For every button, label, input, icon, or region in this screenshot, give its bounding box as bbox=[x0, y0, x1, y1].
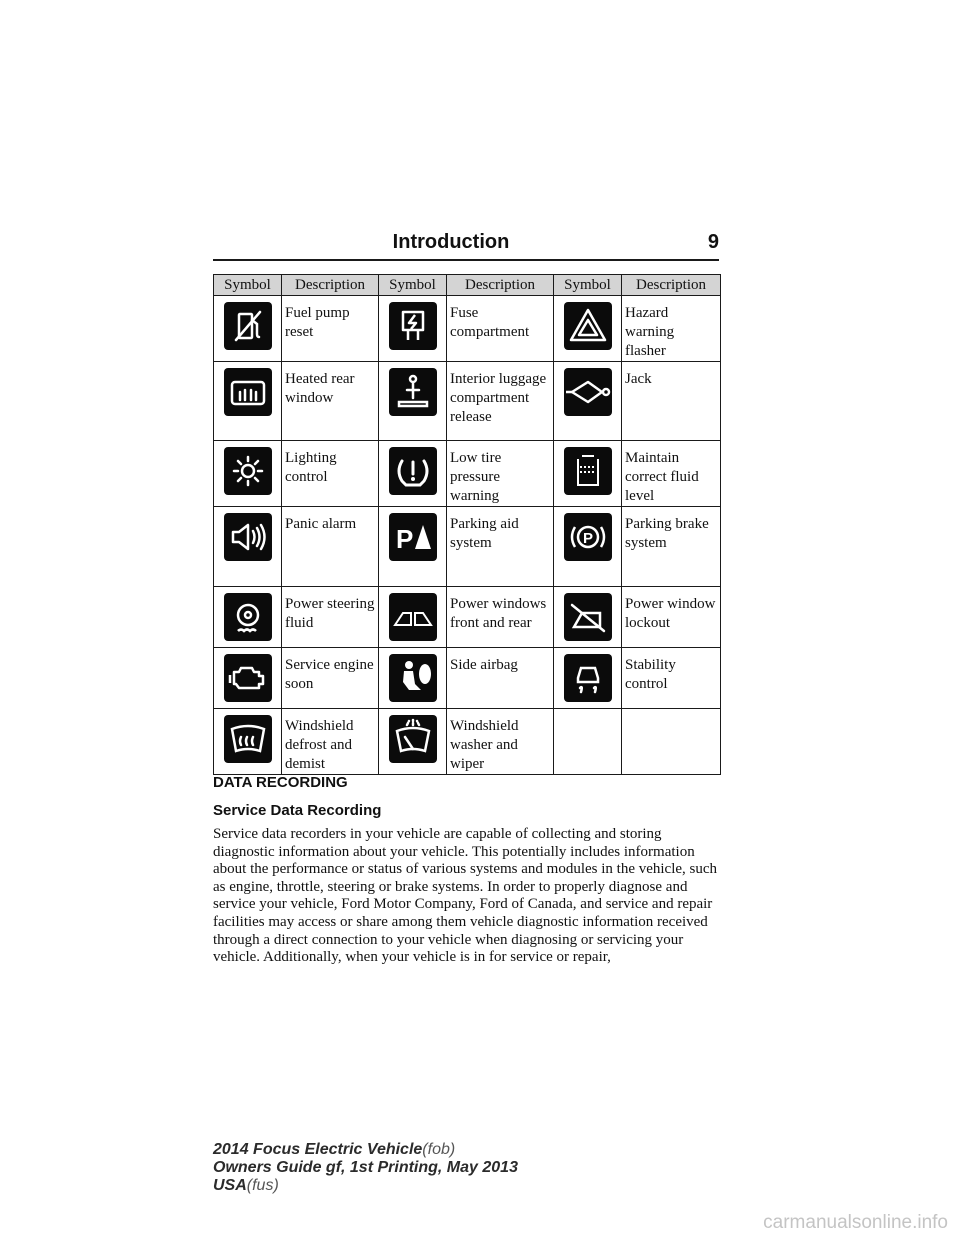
table-row bbox=[214, 362, 721, 441]
low-tire-pressure-icon bbox=[389, 447, 437, 495]
column-header: Symbol bbox=[379, 275, 447, 296]
parking-brake-icon bbox=[564, 513, 612, 561]
description-cell: Fuse compartment bbox=[447, 296, 554, 362]
description-cell: Power window lockout bbox=[622, 587, 721, 648]
table-row bbox=[214, 441, 721, 507]
description-cell: Side airbag bbox=[447, 648, 554, 709]
description-cell: Interior luggage compartment release bbox=[447, 362, 554, 441]
description-cell: Power windows front and rear bbox=[447, 587, 554, 648]
table-row bbox=[214, 587, 721, 648]
watermark: carmanualsonline.info bbox=[763, 1212, 948, 1233]
hazard-warning-flasher-icon bbox=[564, 302, 612, 350]
jack-icon bbox=[564, 368, 612, 416]
description-cell: Low tire pressure warning bbox=[447, 441, 554, 507]
description-cell: Panic alarm bbox=[282, 507, 379, 587]
page-number: 9 bbox=[707, 231, 719, 253]
section-subheading: Service Data Recording bbox=[213, 802, 382, 819]
windshield-washer-icon bbox=[389, 715, 437, 763]
fuel-pump-reset-icon bbox=[224, 302, 272, 350]
maintain-fluid-level-icon bbox=[564, 447, 612, 495]
column-header: Description bbox=[447, 275, 554, 296]
footer-line: USA(fus) bbox=[213, 1177, 279, 1194]
power-window-lockout-icon bbox=[564, 593, 612, 641]
power-steering-fluid-icon bbox=[224, 593, 272, 641]
description-cell: Windshield defrost and demist bbox=[282, 709, 379, 775]
empty-cell bbox=[622, 709, 721, 775]
fuse-compartment-icon bbox=[389, 302, 437, 350]
section-heading: DATA RECORDING bbox=[213, 774, 348, 791]
interior-luggage-release-icon bbox=[389, 368, 437, 416]
description-cell: Maintain correct fluid level bbox=[622, 441, 721, 507]
page-title: Introduction bbox=[392, 231, 510, 253]
windshield-defrost-icon bbox=[224, 715, 272, 763]
lighting-control-icon bbox=[224, 447, 272, 495]
svg-text:P: P bbox=[395, 524, 413, 554]
footer-line: 2014 Focus Electric Vehicle(fob) bbox=[213, 1141, 456, 1158]
table-row bbox=[214, 507, 721, 587]
table-row bbox=[214, 296, 721, 362]
power-windows-icon bbox=[389, 593, 437, 641]
column-header: Description bbox=[622, 275, 721, 296]
symbols-table bbox=[213, 274, 721, 775]
section-paragraph: Service data recorders in your vehicle are capable of collecting and storing diagnostic information about your vehicle. This potentially includes information about the performance or status of various systems and modules in the vehicle, such as engine, throttle, steering or brake systems. In order to properly diagnose and service your vehicle, Ford Motor Company, Ford of Canada, and service and repair facilities may access or share among them vehicle diagnostic information received through a direct connection to your vehicle when diagnosing or servicing your vehicle. Additionally, when your vehicle is in for service or repair, bbox=[213, 826, 718, 966]
description-cell: Hazard warning flasher bbox=[622, 296, 721, 362]
description-cell: Windshield washer and wiper bbox=[447, 709, 554, 775]
column-header: Symbol bbox=[554, 275, 622, 296]
side-airbag-icon bbox=[389, 654, 437, 702]
data-recording-section bbox=[213, 773, 723, 967]
description-cell: Stability control bbox=[622, 648, 721, 709]
table-row bbox=[214, 648, 721, 709]
stability-control-icon bbox=[564, 654, 612, 702]
svg-text:P: P bbox=[582, 530, 593, 547]
description-cell: Fuel pump reset bbox=[282, 296, 379, 362]
description-cell: Jack bbox=[622, 362, 721, 441]
column-header: Description bbox=[282, 275, 379, 296]
page-header bbox=[213, 231, 719, 261]
panic-alarm-icon bbox=[224, 513, 272, 561]
service-engine-icon bbox=[224, 654, 272, 702]
empty-cell bbox=[554, 709, 622, 775]
parking-aid-icon bbox=[389, 513, 437, 561]
description-cell: Parking brake system bbox=[622, 507, 721, 587]
description-cell: Power steering fluid bbox=[282, 587, 379, 648]
table-row bbox=[214, 709, 721, 775]
heated-rear-window-icon bbox=[224, 368, 272, 416]
description-cell: Service engine soon bbox=[282, 648, 379, 709]
description-cell: Lighting control bbox=[282, 441, 379, 507]
table-header-row bbox=[214, 275, 721, 296]
document-footer bbox=[213, 1141, 518, 1195]
description-cell: Heated rear window bbox=[282, 362, 379, 441]
footer-line: Owners Guide gf, 1st Printing, May 2013 bbox=[213, 1159, 518, 1176]
description-cell: Parking aid system bbox=[447, 507, 554, 587]
column-header: Symbol bbox=[214, 275, 282, 296]
